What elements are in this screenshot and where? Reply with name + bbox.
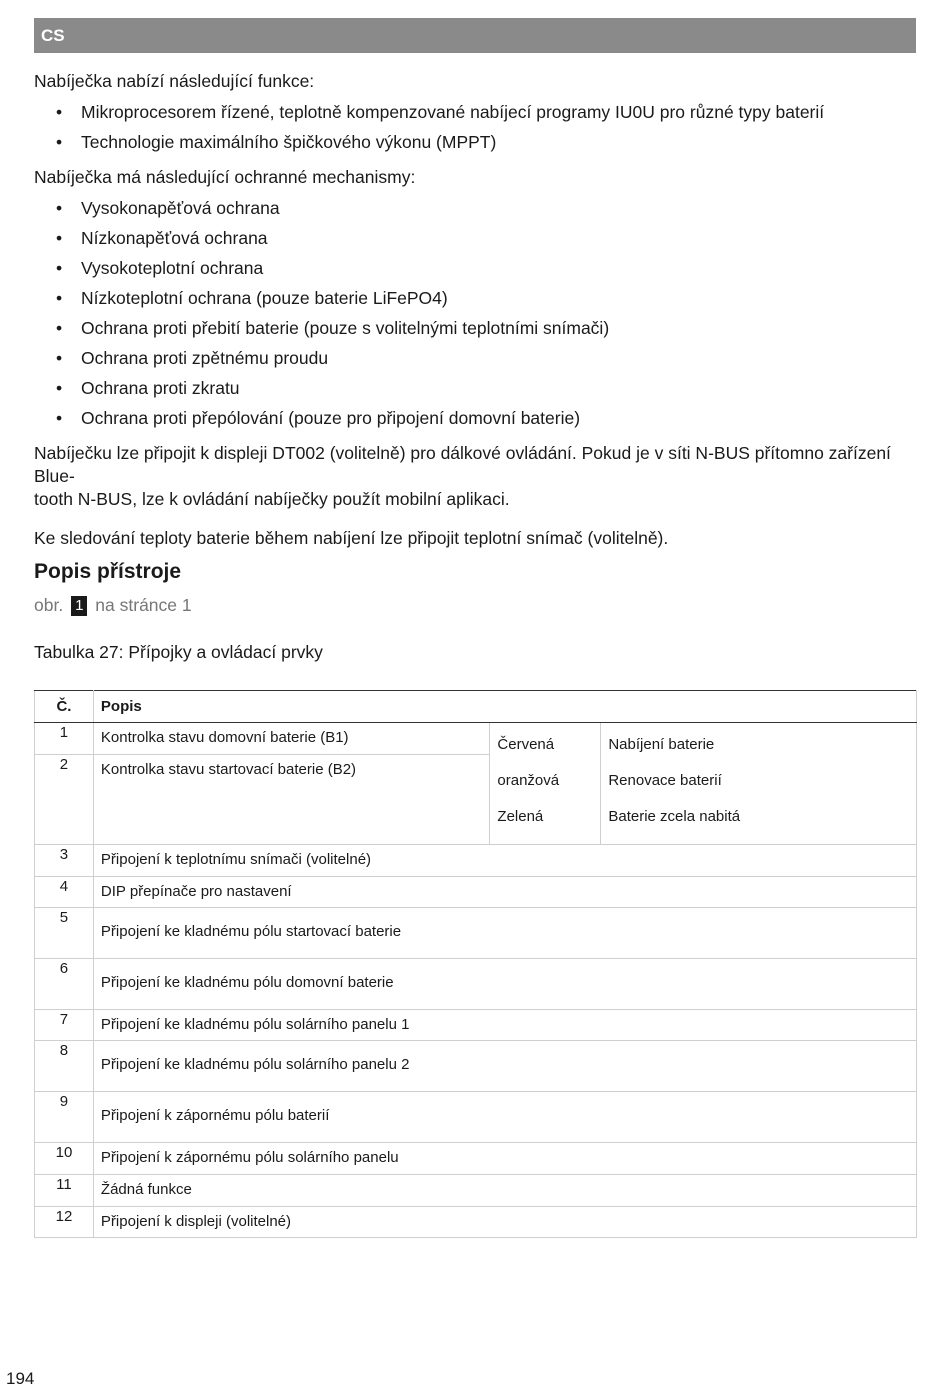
- row-description: Připojení ke kladnému pólu domovní baterie: [93, 959, 916, 1010]
- table-row: [35, 1207, 917, 1238]
- table-row: [35, 723, 917, 755]
- row-number: 12: [35, 1207, 94, 1238]
- bullet: •: [56, 228, 63, 248]
- row-description: Připojení k displeji (volitelné): [93, 1207, 916, 1238]
- table-header-row: [35, 691, 917, 723]
- display-paragraph: Nabíječku lze připojit k displeji DT002 (volitelně) pro dálkové ovládání. Pokud je v síti N-BUS přítomno zařízení Blue- tooth N-BUS, lze k ovládání nabíječky použít mobilní aplikaci.: [34, 443, 891, 509]
- row-description: Kontrolka stavu startovací baterie (B2): [93, 755, 489, 845]
- row-number: 1: [35, 723, 94, 755]
- led-color: Zelená: [497, 808, 544, 825]
- column-header-num: Č.: [35, 691, 94, 723]
- led-color: Červená: [497, 736, 555, 753]
- table-row: [35, 1010, 917, 1041]
- list-item: • Ochrana proti zkratu: [34, 373, 916, 403]
- table-row: [35, 1041, 917, 1092]
- row-description: Připojení k zápornému pólu baterií: [93, 1092, 916, 1143]
- row-number: 11: [35, 1175, 94, 1207]
- language-code: CS: [41, 26, 65, 45]
- row-number: 9: [35, 1092, 94, 1143]
- table-row: [35, 1175, 917, 1207]
- row-description: DIP přepínače pro nastavení: [93, 877, 916, 908]
- row-number: 6: [35, 959, 94, 1010]
- language-header-bar: [34, 18, 916, 53]
- figure-reference: [34, 594, 192, 616]
- row-description: Připojení ke kladnému pólu solárního panelu 1: [93, 1010, 916, 1041]
- row-number: 4: [35, 877, 94, 908]
- row-description: Kontrolka stavu domovní baterie (B1): [93, 723, 489, 755]
- intro-text: [34, 70, 916, 550]
- connections-table: [34, 690, 917, 1238]
- led-meanings-cell: [601, 723, 917, 845]
- figure-suffix: na stránce 1: [95, 595, 192, 615]
- figure-number-badge: 1: [71, 596, 87, 616]
- led-color: oranžová: [497, 772, 560, 789]
- protections-list: [34, 193, 916, 433]
- table-row: [35, 908, 917, 959]
- list-item: • Nízkonapěťová ochrana: [34, 223, 916, 253]
- bullet: •: [56, 318, 63, 338]
- page-number: 194: [6, 1369, 35, 1388]
- bullet: •: [56, 198, 63, 218]
- row-description: Připojení k zápornému pólu solárního panelu: [93, 1143, 916, 1175]
- row-number: 10: [35, 1143, 94, 1175]
- list-item: • Ochrana proti přepólování (pouze pro připojení domovní baterie): [34, 403, 916, 433]
- bullet: •: [56, 288, 63, 308]
- protections-lead: Nabíječka má následující ochranné mechanismy:: [34, 167, 416, 187]
- row-number: 5: [35, 908, 94, 959]
- list-item: • Ochrana proti zpětnému proudu: [34, 343, 916, 373]
- figure-prefix: obr.: [34, 595, 64, 615]
- row-description: Připojení ke kladnému pólu solárního panelu 2: [93, 1041, 916, 1092]
- led-colors-cell: [490, 723, 601, 845]
- table-caption: Tabulka 27: Přípojky a ovládací prvky: [34, 642, 323, 662]
- functions-lead: Nabíječka nabízí následující funkce:: [34, 71, 315, 91]
- section-title: Popis přístroje: [34, 560, 182, 583]
- row-description: Žádná funkce: [93, 1175, 916, 1207]
- row-description: Připojení ke kladnému pólu startovací baterie: [93, 908, 916, 959]
- led-meaning: Baterie zcela nabitá: [608, 808, 741, 825]
- table-row: [35, 959, 917, 1010]
- bullet: •: [56, 258, 63, 278]
- list-item: • Ochrana proti přebití baterie (pouze s volitelnými teplotními snímači): [34, 313, 916, 343]
- led-meaning: Nabíjení baterie: [608, 736, 715, 753]
- row-number: 8: [35, 1041, 94, 1092]
- functions-list: [34, 97, 916, 157]
- column-header-desc: Popis: [93, 691, 916, 723]
- list-item: • Vysokoteplotní ochrana: [34, 253, 916, 283]
- list-item: • Nízkoteplotní ochrana (pouze baterie LiFePO4): [34, 283, 916, 313]
- table-row: [35, 1092, 917, 1143]
- list-item: • Vysokonapěťová ochrana: [34, 193, 916, 223]
- table-row: [35, 877, 917, 908]
- row-number: 3: [35, 845, 94, 877]
- bullet: •: [56, 348, 63, 368]
- list-item: • Technologie maximálního špičkového výkonu (MPPT): [34, 127, 916, 157]
- table-row: [35, 1143, 917, 1175]
- table-row: [35, 845, 917, 877]
- bullet: •: [56, 408, 63, 428]
- row-number: 2: [35, 755, 94, 845]
- bullet: •: [56, 132, 63, 152]
- bullet: •: [56, 378, 63, 398]
- list-item: • Mikroprocesorem řízené, teplotně kompenzované nabíjecí programy IU0U pro různé typy baterií: [34, 97, 916, 127]
- temperature-paragraph: Ke sledování teploty baterie během nabíjení lze připojit teplotní snímač (volitelně).: [34, 528, 669, 548]
- row-description: Připojení k teplotnímu snímači (volitelné): [93, 845, 916, 877]
- bullet: •: [56, 102, 63, 122]
- led-meaning: Renovace baterií: [608, 772, 722, 789]
- row-number: 7: [35, 1010, 94, 1041]
